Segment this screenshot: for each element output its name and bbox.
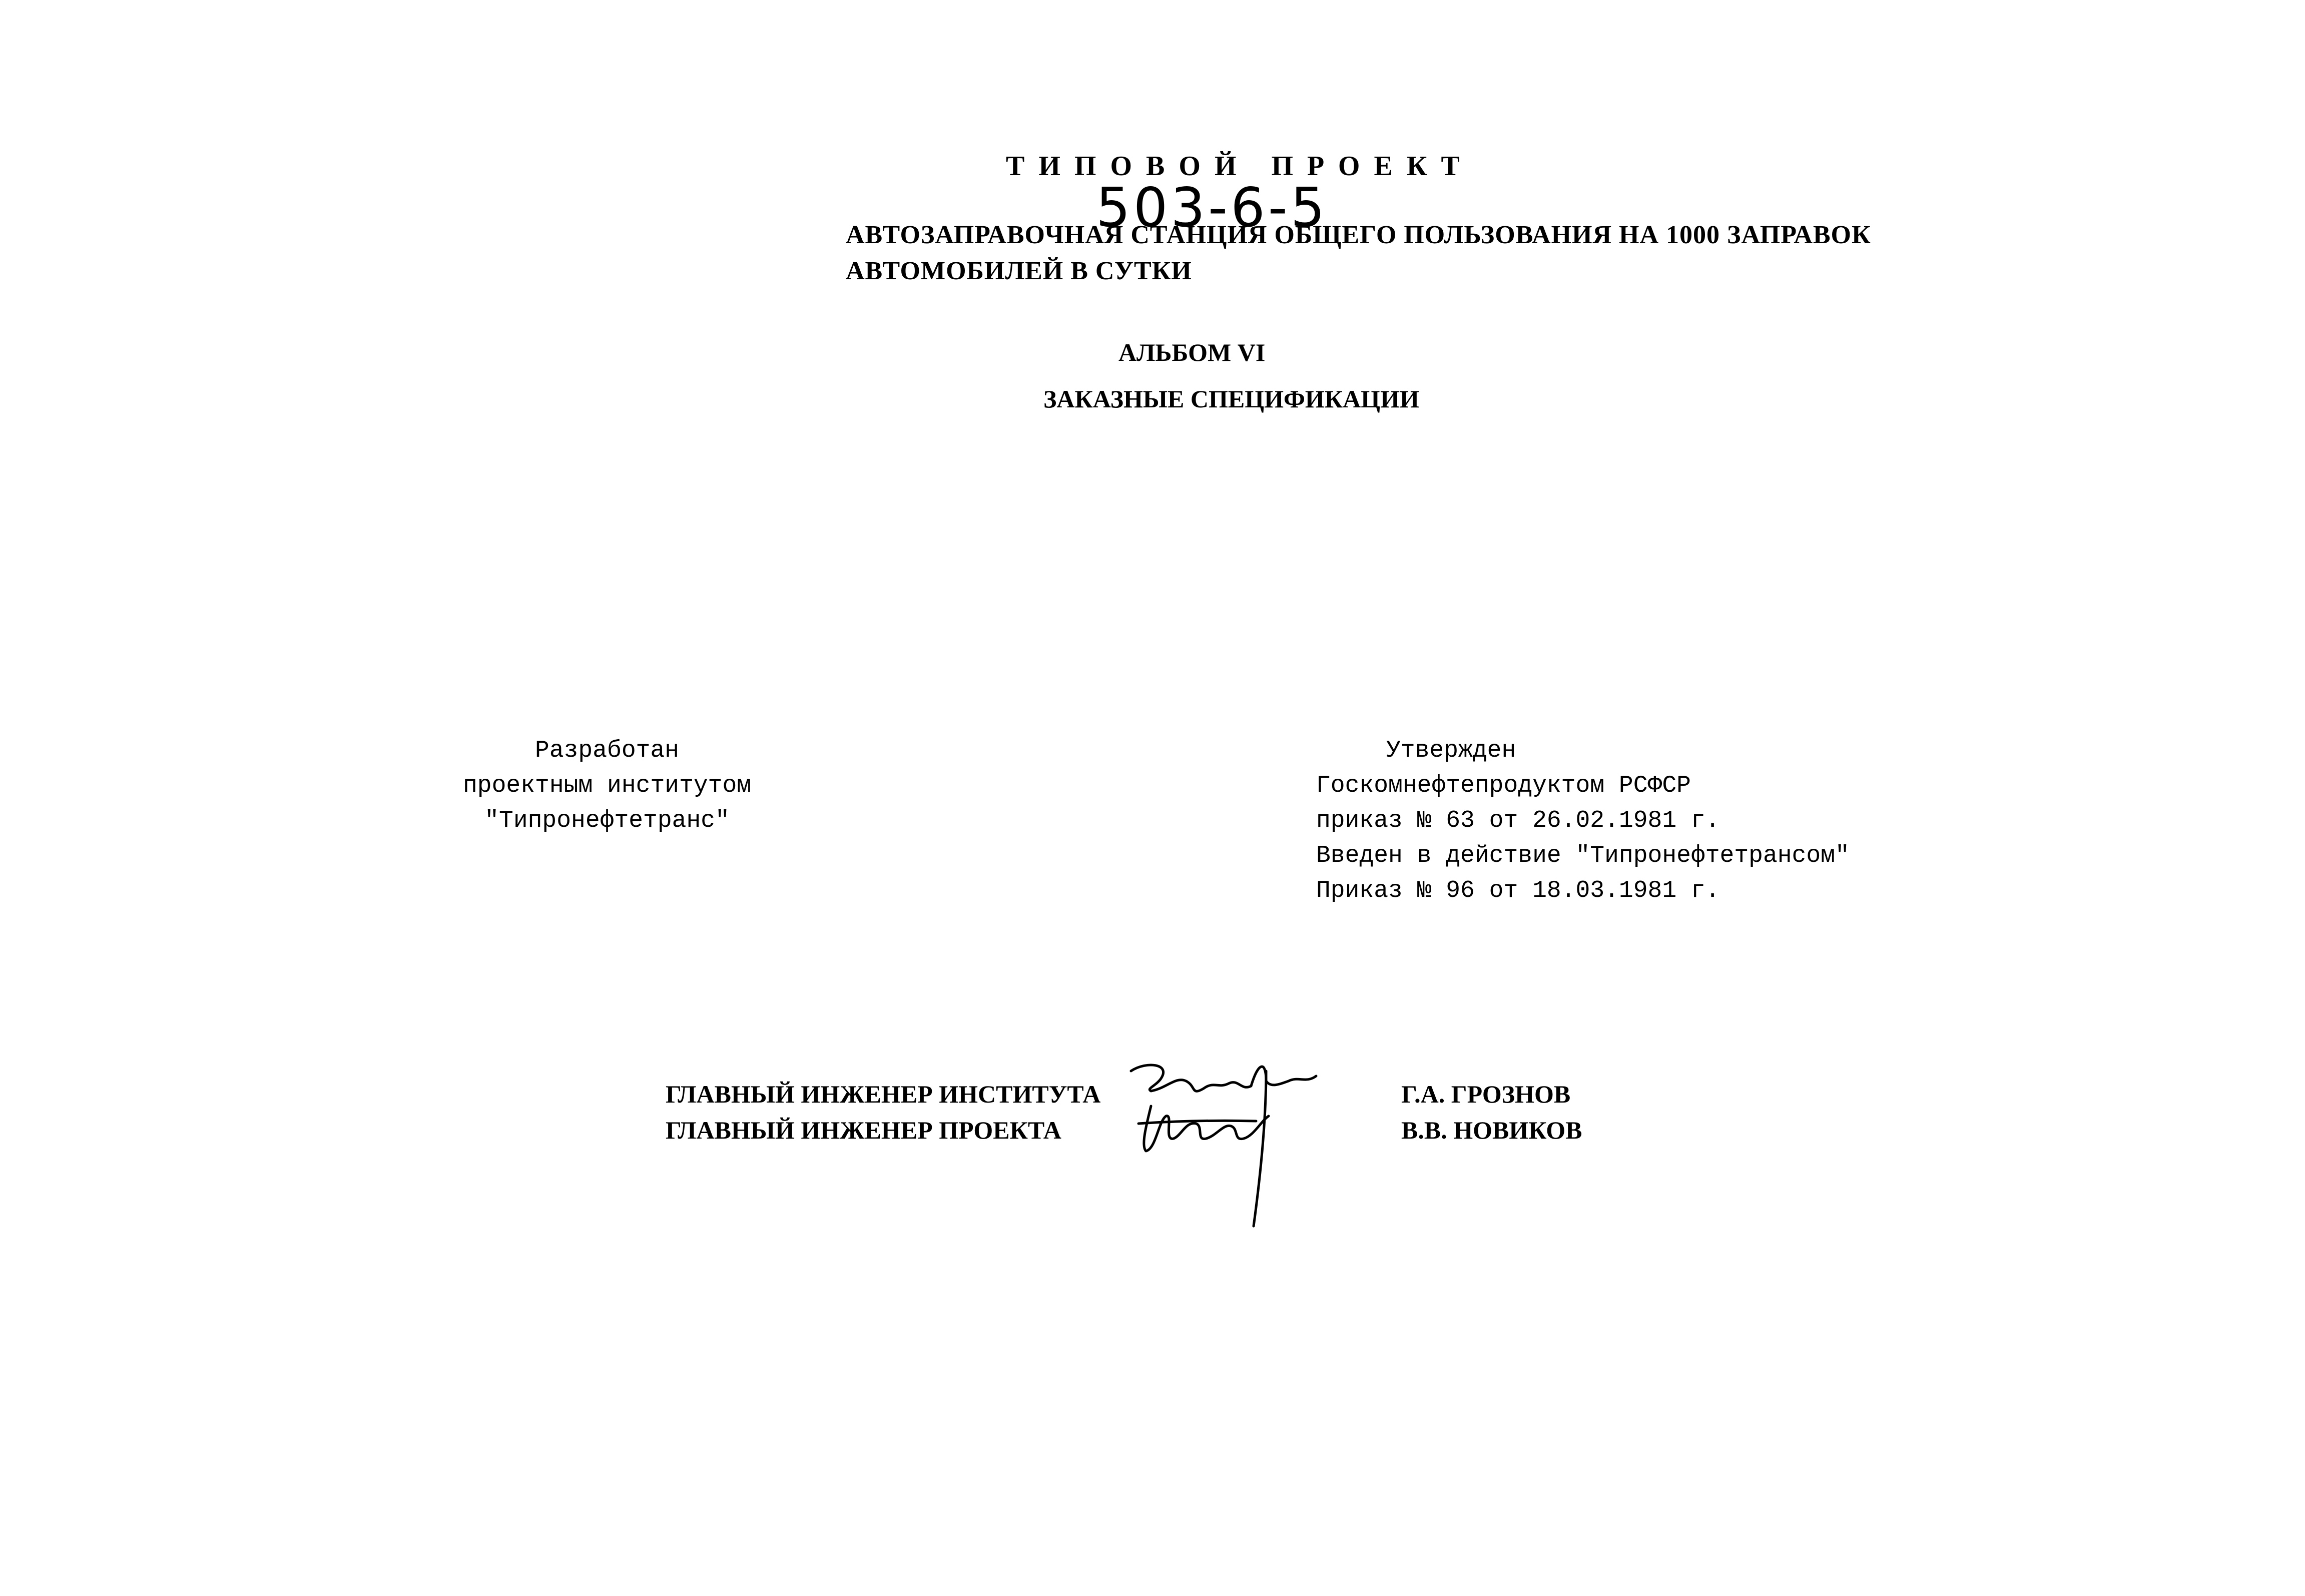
developed-label: Разработан bbox=[535, 737, 680, 764]
signature-roles bbox=[666, 1076, 1100, 1148]
project-number: 503-6-5 bbox=[1096, 177, 1328, 239]
project-title-line-2: АВТОМОБИЛЕЙ В СУТКИ bbox=[846, 257, 1192, 285]
chief-engineer-project-label: ГЛАВНЫЙ ИНЖЕНЕР ПРОЕКТА bbox=[666, 1116, 1061, 1144]
signature-names bbox=[1401, 1076, 1582, 1148]
developed-by-block bbox=[463, 733, 751, 838]
header-label: ТИПОВОЙ ПРОЕКТ bbox=[1006, 151, 1474, 182]
album-title: ЗАКАЗНЫЕ СПЕЦИФИКАЦИИ bbox=[1043, 385, 1419, 413]
developed-institute-line: проектным институтом bbox=[463, 772, 752, 799]
approved-order-2: Приказ № 96 от 18.03.1981 г. bbox=[1316, 877, 1720, 904]
chief-engineer-institute-name: Г.А. ГРОЗНОВ bbox=[1401, 1080, 1571, 1108]
approved-enacted: Введен в действие "Типронефтетрансом" bbox=[1316, 842, 1850, 869]
handwritten-signature bbox=[1116, 1041, 1346, 1231]
approved-block bbox=[1316, 733, 1850, 908]
chief-engineer-project-name: В.В. НОВИКОВ bbox=[1401, 1116, 1582, 1144]
chief-engineer-institute-label: ГЛАВНЫЙ ИНЖЕНЕР ИНСТИТУТА bbox=[666, 1080, 1101, 1108]
approved-authority: Госкомнефтепродуктом РСФСР bbox=[1316, 772, 1691, 799]
project-title-line-1: АВТОЗАПРАВОЧНАЯ СТАНЦИЯ ОБЩЕГО ПОЛЬЗОВАНИЯ НА 1000 ЗАПРАВОК bbox=[846, 221, 1871, 249]
approved-heading: Утвержден bbox=[1386, 737, 1516, 764]
developed-institute-name: "Типронефтетранс" bbox=[484, 807, 730, 834]
approved-order-1: приказ № 63 от 26.02.1981 г. bbox=[1316, 807, 1720, 834]
album-number: АЛЬБОМ VI bbox=[1118, 338, 1266, 366]
